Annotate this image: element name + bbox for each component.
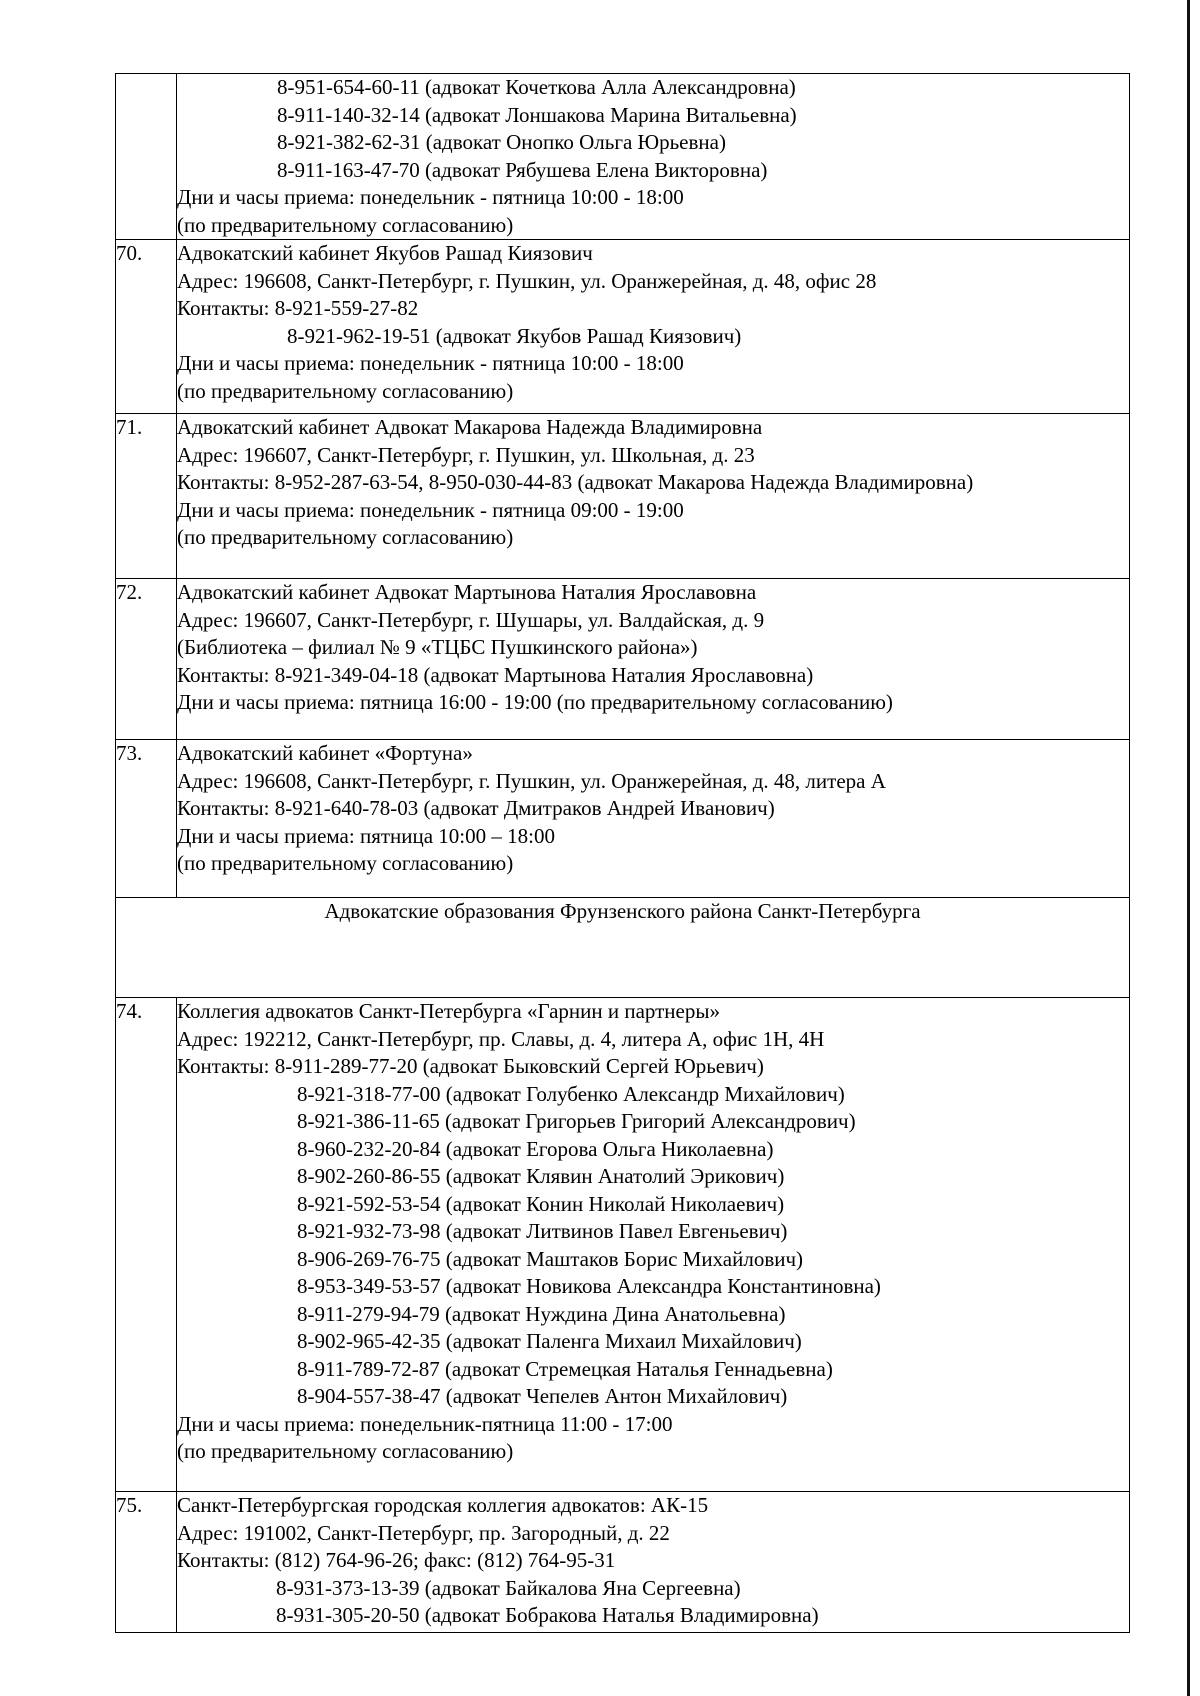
address-line: Адрес: 191002, Санкт-Петербург, пр. Загородный, д. 22 — [177, 1520, 670, 1545]
phone-line: 8-953-349-53-57 (адвокат Новикова Александра Константиновна) — [297, 1274, 881, 1298]
hours-line: Дни и часы приема: понедельник - пятница 10:00 - 18:00 — [177, 351, 684, 375]
table-row — [116, 579, 1130, 740]
note-line: (по предварительному согласованию) — [177, 1439, 514, 1463]
phone-line: 8-951-654-60-11 (адвокат Кочеткова Алла Александровна) — [277, 75, 796, 99]
contacts-line: Контакты: 8-921-640-78-03 (адвокат Дмитраков Андрей Иванович) — [177, 796, 775, 820]
entry-title: Адвокатский кабинет Адвокат Макарова Надежда Владимировна — [177, 415, 763, 439]
phone-line: 8-911-163-47-70 (адвокат Рябушева Елена Викторовна) — [277, 157, 768, 182]
phone-line: 8-931-305-20-50 (адвокат Бобракова Наталья Владимировна) — [276, 1603, 819, 1627]
phone-line: 8-911-279-94-79 (адвокат Нуждина Дина Анатольевна) — [297, 1301, 786, 1326]
phone-line: 8-911-140-32-14 (адвокат Лоншакова Марина Витальевна) — [277, 102, 797, 127]
table-row — [116, 740, 1130, 898]
entry-number — [116, 74, 177, 240]
table-row — [116, 74, 1130, 240]
entry-body — [177, 240, 1130, 414]
phone-line: 8-921-318-77-00 (адвокат Голубенко Александр Михайлович) — [297, 1081, 845, 1106]
contacts-line: Контакты: 8-952-287-63-54, 8-950-030-44-83 (адвокат Макарова Надежда Владимировна) — [177, 470, 974, 494]
entry-body — [177, 579, 1130, 740]
contacts-line: Контакты: 8-921-559-27-82 — [177, 296, 419, 320]
hours-line: Дни и часы приема: пятница 16:00 - 19:00 (по предварительному согласованию) — [177, 690, 893, 714]
phone-line: 8-906-269-76-75 (адвокат Маштаков Борис Михайлович) — [297, 1246, 804, 1271]
entry-body — [177, 74, 1130, 240]
entry-title: Адвокатский кабинет «Фортуна» — [177, 741, 473, 765]
address-line-2: (Библиотека – филиал № 9 «ТЦБС Пушкинского района») — [177, 635, 698, 659]
entry-body — [177, 1492, 1130, 1633]
note-line: (по предварительному согласованию) — [177, 525, 514, 549]
entry-body — [177, 740, 1130, 898]
table-row — [116, 898, 1130, 998]
entry-number: 75. — [116, 1492, 177, 1633]
hours-line: Дни и часы приема: понедельник - пятница 09:00 - 19:00 — [177, 497, 684, 522]
phone-line: 8-921-386-11-65 (адвокат Григорьев Григорий Александрович) — [297, 1109, 856, 1133]
phone-line: 8-921-382-62-31 (адвокат Онопко Ольга Юрьевна) — [277, 130, 726, 154]
address-line: Адрес: 196608, Санкт-Петербург, г. Пушкин, ул. Оранжерейная, д. 48, литера А — [177, 768, 886, 793]
address-line: Адрес: 196607, Санкт-Петербург, г. Пушкин, ул. Школьная, д. 23 — [177, 442, 755, 467]
phone-line: 8-904-557-38-47 (адвокат Чепелев Антон Михайлович) — [297, 1384, 788, 1408]
hours-line: Дни и часы приема: понедельник-пятница 11:00 - 17:00 — [177, 1411, 673, 1436]
address-line: Адрес: 192212, Санкт-Петербург, пр. Славы, д. 4, литера А, офис 1Н, 4Н — [177, 1026, 825, 1051]
table-row — [116, 240, 1130, 414]
page-edge-line — [1187, 0, 1190, 1696]
phone-line: 8-921-962-19-51 (адвокат Якубов Рашад Киязович) — [287, 323, 742, 348]
phone-line: 8-921-592-53-54 (адвокат Конин Николай Николаевич) — [297, 1191, 785, 1216]
address-line: Адрес: 196607, Санкт-Петербург, г. Шушары, ул. Валдайская, д. 9 — [177, 607, 765, 632]
contacts-line: Контакты: 8-911-289-77-20 (адвокат Быковский Сергей Юрьевич) — [177, 1054, 764, 1078]
contacts-line: Контакты: (812) 764-96-26; факс: (812) 764-95-31 — [177, 1548, 616, 1572]
table-row — [116, 998, 1130, 1492]
entry-body — [177, 414, 1130, 579]
hours-line: Дни и часы приема: понедельник - пятница 10:00 - 18:00 — [177, 185, 684, 209]
entry-number: 72. — [116, 579, 177, 740]
phone-line: 8-960-232-20-84 (адвокат Егорова Ольга Николаевна) — [297, 1136, 774, 1161]
entry-title: Адвокатский кабинет Якубов Рашад Киязович — [177, 241, 593, 265]
phone-line: 8-911-789-72-87 (адвокат Стремецкая Наталья Геннадьевна) — [297, 1356, 833, 1381]
phone-line: 8-931-373-13-39 (адвокат Байкалова Яна Сергеевна) — [276, 1575, 741, 1600]
entry-title: Санкт-Петербургская городская коллегия адвокатов: АК-15 — [177, 1493, 709, 1517]
entry-number: 71. — [116, 414, 177, 579]
address-line: Адрес: 196608, Санкт-Петербург, г. Пушкин, ул. Оранжерейная, д. 48, офис 28 — [177, 268, 877, 293]
entry-title: Коллегия адвокатов Санкт-Петербурга «Гарнин и партнеры» — [177, 999, 720, 1023]
entry-number: 73. — [116, 740, 177, 898]
lawyers-table — [115, 73, 1130, 1633]
note-line: (по предварительному согласованию) — [177, 851, 514, 875]
note-line: (по предварительному согласованию) — [177, 212, 514, 237]
note-line: (по предварительному согласованию) — [177, 378, 514, 403]
entry-number: 70. — [116, 240, 177, 414]
phone-line: 8-902-965-42-35 (адвокат Паленга Михаил Михайлович) — [297, 1329, 802, 1353]
table-row — [116, 414, 1130, 579]
entry-body — [177, 998, 1130, 1492]
entry-title: Адвокатский кабинет Адвокат Мартынова Наталия Ярославовна — [177, 580, 757, 604]
contacts-line: Контакты: 8-921-349-04-18 (адвокат Мартынова Наталия Ярославовна) — [177, 662, 814, 687]
phone-line: 8-921-932-73-98 (адвокат Литвинов Павел Евгеньевич) — [297, 1219, 788, 1243]
section-heading: Адвокатские образования Фрунзенского района Санкт-Петербурга — [116, 898, 1130, 998]
phone-line: 8-902-260-86-55 (адвокат Клявин Анатолий Эрикович) — [297, 1164, 785, 1188]
entry-number: 74. — [116, 998, 177, 1492]
table-row — [116, 1492, 1130, 1633]
hours-line: Дни и часы приема: пятница 10:00 – 18:00 — [177, 823, 555, 848]
